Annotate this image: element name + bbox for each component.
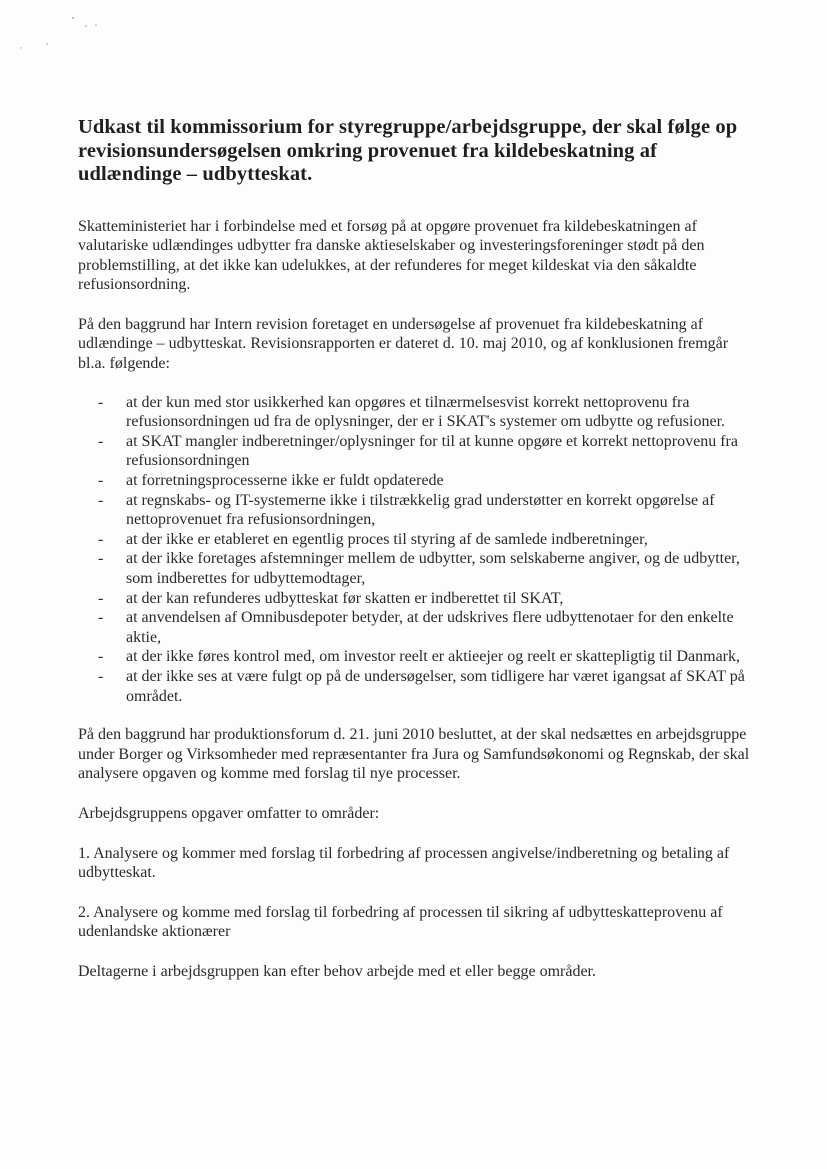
list-item-text: at regnskabs- og IT-systemerne ikke i tilstrækkelig grad understøtter en korrekt opgørelse af nettoprovenuet fra refusionsordningen, [126, 491, 715, 529]
list-item [78, 647, 758, 667]
document-title: Udkast til kommissorium for styregruppe/arbejdsgruppe, der skal følge op revisionsundersøgelsen omkring provenuet fra kildebeskatning af udlændinge – udbytteskat. [78, 116, 738, 185]
list-item-text: at der ikke foretages afstemninger mellem de udbytter, som selskaberne angiver, og de udbytter, som indberettes for udbyttemodtager, [126, 550, 740, 587]
background-paragraph: På den baggrund har Intern revision foretaget en undersøgelse af provenuet fra kildebeskatning af udlændinge – udbytteskat. Revisionsrapporten er dateret d. 10. maj 2010, og af konklusionen fremgår bl.a. følgende: [78, 315, 729, 373]
bullet-dash: - [98, 393, 104, 411]
intro-paragraph: Skatteministeriet har i forbindelse med et forsøg på at opgøre provenuet fra kildebeskatningen af valutariske udlændinges udbytter fra danske aktieselskaber og investeringsforeninger stødt på den problemstilling, at det ikke kan udelukkes, at der refunderes for meget kildeskat via den såkaldte refusionsordning. [78, 217, 705, 294]
list-item-text: at der ikke ses at være fulgt op på de undersøgelser, som tidligere har været igangsat af SKAT på området. [126, 667, 745, 705]
scan-specks [0, 0, 827, 60]
list-item [78, 589, 758, 609]
list-item [78, 471, 758, 491]
task-two-paragraph: 2. Analysere og komme med forslag til forbedring af processen til sikring af udbytteskatteprovenu af udenlandske aktionærer [78, 903, 723, 941]
list-item [78, 608, 758, 647]
participants-paragraph: Deltagerne i arbejdsgruppen kan efter behov arbejde med et eller begge områder. [78, 962, 596, 980]
bullet-dash: - [98, 589, 104, 607]
bullet-dash: - [98, 472, 104, 490]
bullet-dash: - [98, 609, 104, 627]
list-item-text: at anvendelsen af Omnibusdepoter betyder, at der udskrives flere udbyttenotaer for den enkelte aktie, [126, 609, 734, 646]
list-item-text: at der kan refunderes udbytteskat før skatten er indberettet til SKAT, [126, 589, 564, 607]
bullet-dash: - [98, 550, 104, 568]
speck [20, 47, 21, 48]
document-body [78, 116, 758, 982]
speck [46, 43, 48, 45]
list-item [78, 667, 758, 706]
list-item [78, 530, 758, 550]
list-item-text: at der ikke føres kontrol med, om investor reelt er aktieejer og reelt er skattepligtig til Danmark, [126, 648, 741, 666]
bullet-dash: - [98, 530, 104, 548]
bullet-dash: - [98, 491, 104, 509]
speck [72, 17, 74, 19]
list-item-text: at forretningsprocesserne ikke er fuldt opdaterede [126, 472, 444, 490]
list-item-text: at SKAT mangler indberetninger/oplysninger for til at kunne opgøre et korrekt nettoprovenu fra refusionsordningen [126, 432, 738, 470]
bullet-dash: - [98, 432, 104, 450]
list-item-text: at der kun med stor usikkerhed kan opgøres et tilnærmelsesvist korrekt nettoprovenu fra refusionsordningen ud fra de oplysninger, der er i SKAT's systemer om udbytte og refusioner. [126, 393, 726, 431]
task-one-paragraph: 1. Analysere og kommer med forslag til forbedring af processen angivelse/indberetning og betaling af udbytteskat. [78, 844, 730, 882]
tasks-intro-paragraph: Arbejdsgruppens opgaver omfatter to områder: [78, 804, 380, 822]
bullet-dash: - [98, 667, 104, 685]
list-item [78, 432, 758, 471]
list-item [78, 491, 758, 530]
speck [85, 25, 87, 27]
list-item [78, 549, 758, 588]
list-item [78, 393, 758, 432]
speck [95, 24, 96, 25]
findings-list [78, 393, 758, 707]
bullet-dash: - [98, 648, 104, 666]
decision-paragraph: På den baggrund har produktionsforum d. 21. juni 2010 besluttet, at der skal nedsættes en arbejdsgruppe under Borger og Virksomheder med repræsentanter fra Jura og Samfundsøkonomi og Regnskab, der skal analysere opgaven og komme med forslag til nye processer. [78, 726, 750, 783]
list-item-text: at der ikke er etableret en egentlig proces til styring af de samlede indberetninger, [126, 530, 648, 548]
